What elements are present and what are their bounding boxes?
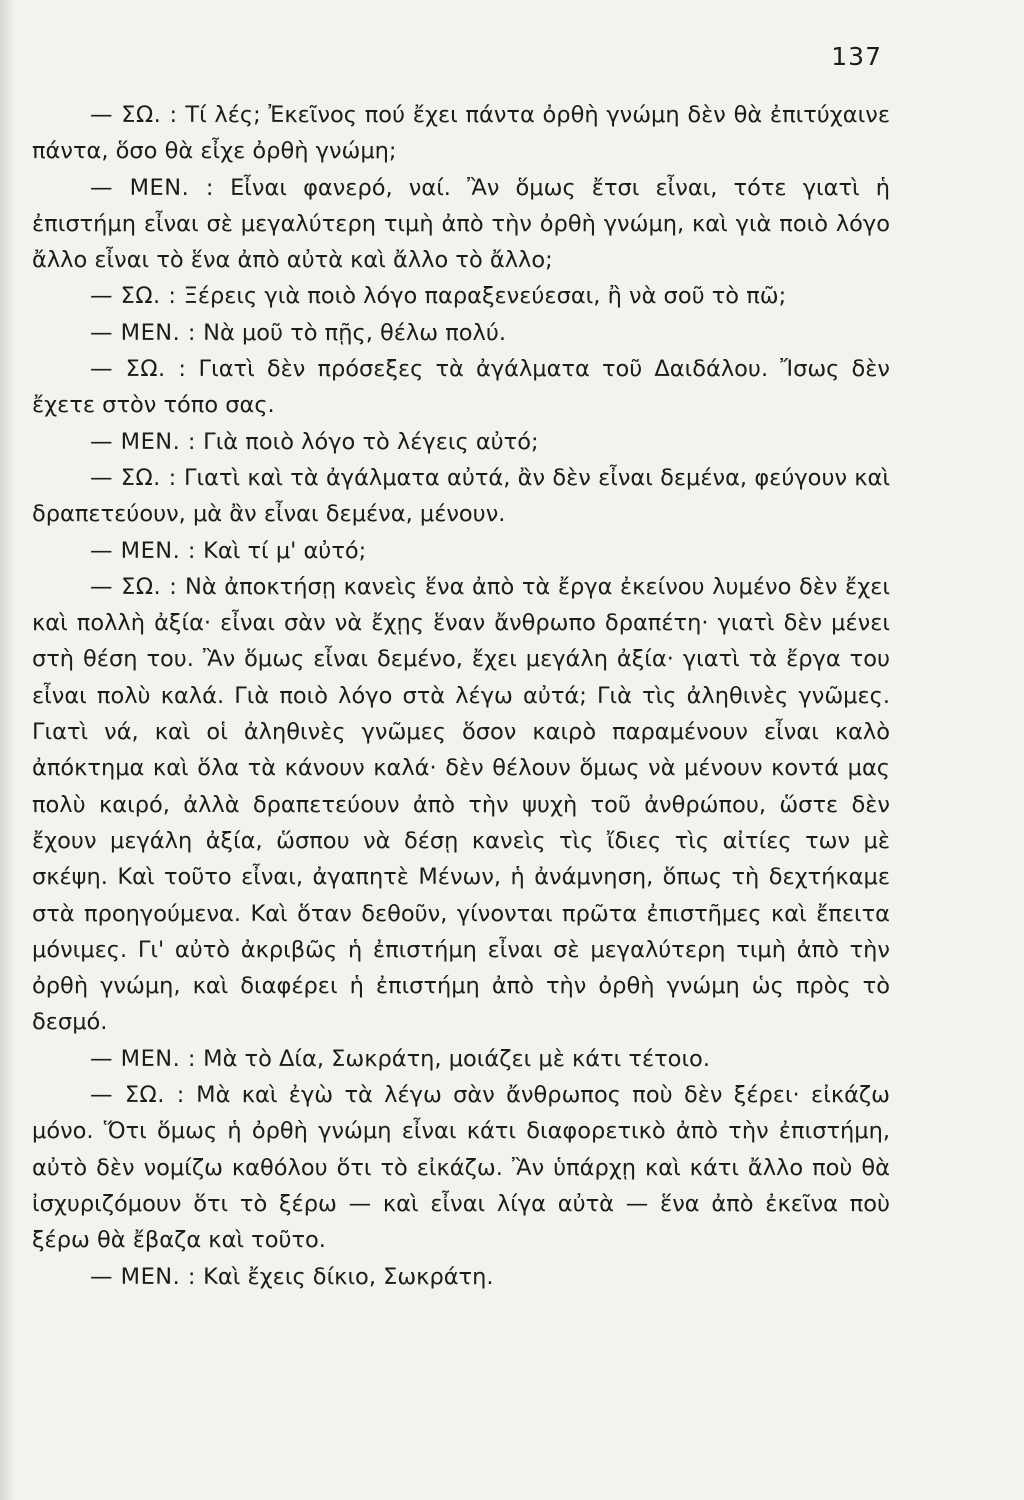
speaker-label: — ΜΕΝ. : xyxy=(90,174,214,201)
utterance: Γιατὶ δὲν πρόσεξες τὰ ἀγάλματα τοῦ Δαιδάλου. Ἴσως δὲν ἔχετε στὸν τόπο σας. xyxy=(32,356,890,419)
utterance: Τί λές; Ἐκεῖνος πού ἔχει πάντα ὀρθὴ γνώμη δὲν θὰ ἐπιτύχαινε πάντα, ὅσο θὰ εἶχε ὀρθὴ γνώμη; xyxy=(32,102,890,165)
utterance: Γιατὶ καὶ τὰ ἀγάλματα αὐτά, ἂν δὲν εἶναι δεμένα, φεύγουν καὶ δραπετεύουν, μὰ ἂν εἶναι δεμένα, μένουν. xyxy=(32,464,891,528)
dialogue-paragraph xyxy=(32,1041,890,1077)
speaker-label: — ΜΕΝ. : xyxy=(90,1263,196,1290)
utterance: Καὶ ἔχεις δίκιο, Σωκράτη. xyxy=(203,1263,494,1290)
utterance: Μὰ καὶ ἐγὼ τὰ λέγω σὰν ἄνθρωπος ποὺ δὲν ξέρει· εἰκάζω μόνο. Ὅτι ὅμως ἡ ὀρθὴ γνώμη εἶναι κάτι διαφορετικὸ ἀπὸ τὴν ἐπιστήμη, αὐτὸ δὲν νομίζω καθόλου ὅτι τὸ εἰκάζω. Ἂν ὑπάρχῃ καὶ κάτι ἄλλο ποὺ θὰ ἰσχυριζόμουν ὅτι τὸ ξέρω — καὶ εἶναι λίγα αὐτὰ — ἕνα ἀπὸ ἐκεῖνα ποὺ ξέρω θὰ ἔβαζα καὶ τοῦτο. xyxy=(32,1082,890,1254)
speaker-label: — ΜΕΝ. : xyxy=(90,1045,196,1072)
dialogue-paragraph xyxy=(32,278,890,314)
dialogue-paragraph xyxy=(32,1077,890,1258)
speaker-label: — ΣΩ. : xyxy=(90,356,187,383)
speaker-label: — ΣΩ. : xyxy=(90,1082,185,1109)
utterance: Νὰ ἀποκτήσῃ κανεὶς ἕνα ἀπὸ τὰ ἔργα ἐκείνου λυμένο δὲν ἔχει καὶ πολλὴ ἀξία· εἶναι σὰν νὰ ἔχῃς ἕναν ἄνθρωπο δραπέτη· γιατὶ δὲν μένει στὴ θέση του. Ἂν ὅμως εἶναι δεμένο, ἔχει μεγάλη ἀξία· γιατὶ τὰ ἔργα του εἶναι πολὺ καλά. Γιὰ ποιὸ λόγο στὰ λέγω αὐτά; Γιὰ τὶς ἀληθινὲς γνῶμες. Γιατὶ νά, καὶ οἱ ἀληθινὲς γνῶμες ὅσον καιρὸ παραμένουν εἶναι καλὸ ἀπόκτημα καὶ ὅλα τὰ κάνουν καλά· δὲν θέλουν ὅμως νὰ μένουν κοντά μας πολὺ καιρό, ἀλλὰ δραπετεύουν ἀπὸ τὴν ψυχὴ τοῦ ἀνθρώπου, ὥστε δὲν ἔχουν μεγάλη ἀξία, ὥσπου νὰ δέσῃ κανεὶς τὶς ἴδιες τὶς αἰτίες των μὲ σκέψη. Καὶ τοῦτο εἶναι, ἀγαπητὲ Μένων, ἡ ἀνάμνηση, ὅπως τὴ δεχτήκαμε στὰ προηγούμενα. Καὶ ὅταν δεθοῦν, γίνονται πρῶτα ἐπιστῆμες καὶ ἔπειτα μόνιμες. Γι' αὐτὸ ἀκριβῶς ἡ ἐπιστήμη εἶναι σὲ μεγαλύτερη τιμὴ ἀπὸ τὴν ὀρθὴ γνώμη, καὶ διαφέρει ἡ ἐπιστήμη ἀπὸ τὴν ὀρθὴ γνώμη ὡς πρὸς τὸ δεσμό. xyxy=(32,573,890,1036)
utterance: Ξέρεις γιὰ ποιὸ λόγο παραξενεύεσαι, ἢ νὰ σοῦ τὸ πῶ; xyxy=(183,283,787,310)
dialogue-text xyxy=(32,97,890,1295)
speaker-label: — ΣΩ. : xyxy=(90,464,177,491)
utterance: Νὰ μοῦ τὸ πῇς, θέλω πολύ. xyxy=(203,319,507,346)
utterance: Καὶ τί μ' αὐτό; xyxy=(203,537,367,564)
dialogue-paragraph xyxy=(32,533,890,569)
dialogue-paragraph xyxy=(32,97,890,170)
page-edge-shadow xyxy=(0,0,16,1500)
speaker-label: — ΜΕΝ. : xyxy=(90,428,196,455)
speaker-label: — ΣΩ. : xyxy=(90,102,178,128)
utterance: Μὰ τὸ Δία, Σωκράτη, μοιάζει μὲ κάτι τέτοιο. xyxy=(203,1045,710,1072)
speaker-label: — ΣΩ. : xyxy=(90,283,177,310)
speaker-label: — ΜΕΝ. : xyxy=(90,319,196,346)
speaker-label: — ΣΩ. : xyxy=(90,573,178,600)
dialogue-paragraph xyxy=(32,315,890,351)
dialogue-paragraph xyxy=(32,351,890,424)
dialogue-paragraph xyxy=(32,569,890,1041)
utterance: Εἶναι φανερό, ναί. Ἂν ὅμως ἔτσι εἶναι, τότε γιατὶ ἡ ἐπιστήμη εἶναι σὲ μεγαλύτερη τιμὴ ἀπὸ τὴν ὀρθὴ γνώμη, καὶ γιὰ ποιὸ λόγο ἄλλο εἶναι τὸ ἕνα ἀπὸ αὐτὰ καὶ ἄλλο τὸ ἄλλο; xyxy=(32,174,891,274)
utterance: Γιὰ ποιὸ λόγο τὸ λέγεις αὐτό; xyxy=(203,428,539,455)
dialogue-paragraph xyxy=(32,1259,890,1295)
dialogue-paragraph xyxy=(32,170,890,279)
dialogue-paragraph xyxy=(32,424,890,460)
speaker-label: — ΜΕΝ. : xyxy=(90,537,196,564)
dialogue-paragraph xyxy=(32,460,890,533)
page-number: 137 xyxy=(831,42,882,71)
